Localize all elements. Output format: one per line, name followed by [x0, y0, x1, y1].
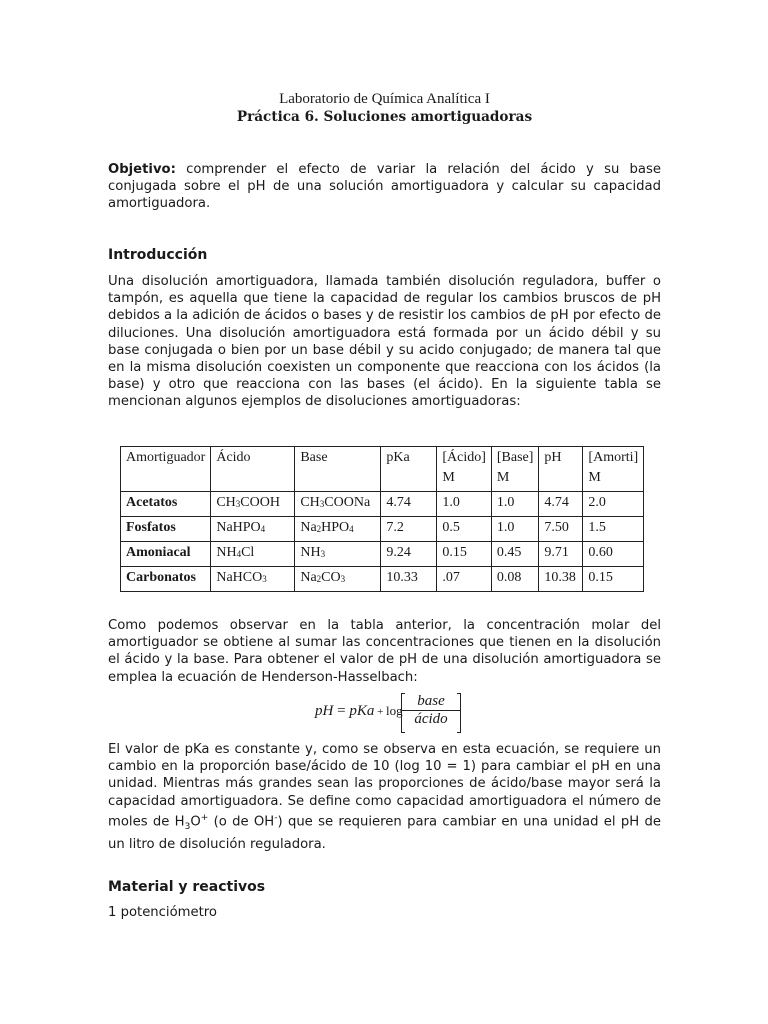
table-header-cell: [Ácido] M: [437, 447, 492, 492]
table-cell: 0.15: [437, 542, 492, 567]
table-row: [121, 567, 644, 592]
table-cell: NaHCO3: [211, 567, 295, 592]
table-cell: Na2CO3: [295, 567, 381, 592]
practice-title: Práctica 6. Soluciones amortiguadoras: [236, 109, 533, 125]
table-cell: 9.71: [539, 542, 583, 567]
table-cell: NH3: [295, 542, 381, 567]
table-cell: Acetatos: [121, 492, 211, 517]
table-header-cell: Base: [295, 447, 381, 492]
table-cell: 1.0: [491, 517, 539, 542]
objective-paragraph: [108, 161, 661, 213]
table-cell: 7.50: [539, 517, 583, 542]
table-cell: NH4Cl: [211, 542, 295, 567]
equation-denominator: ácido: [414, 711, 448, 727]
materials-item: 1 potenciómetro: [108, 905, 217, 920]
table-cell: Na2HPO4: [295, 517, 381, 542]
table-cell: 7.2: [381, 517, 437, 542]
table-cell: 4.74: [539, 492, 583, 517]
table-cell: Carbonatos: [121, 567, 211, 592]
table-header-cell: pH: [539, 447, 583, 492]
table-cell: 0.45: [491, 542, 539, 567]
table-cell: 0.15: [583, 567, 644, 592]
table-cell: Amoniacal: [121, 542, 211, 567]
table-cell: 0.60: [583, 542, 644, 567]
equation-numerator: base: [401, 693, 461, 711]
table-cell: CH3COOH: [211, 492, 295, 517]
capacity-paragraph: El valor de pKa es constante y, como se observa en esta ecuación, se requiere un cambio en la proporción base/ácido de 10 (log 10 = 1) para cambiar el pH en una unidad. Mientras más grandes sean las proporciones de ácido/base mayor será la capacidad amortiguadora. Se define como capacidad amortiguadora el número de moles de $H_3O^+$ (o de OH-) que se requieren para cambiar en una unidad el pH de un litro de disolución reguladora.: [108, 742, 661, 853]
table-cell: 10.38: [539, 567, 583, 592]
table-row: [121, 492, 644, 517]
buffer-table: [120, 446, 644, 592]
table-cell: 0.5: [437, 517, 492, 542]
table-header-cell: pKa: [381, 447, 437, 492]
table-cell: CH3COONa: [295, 492, 381, 517]
table-cell: 1.5: [583, 517, 644, 542]
table-cell: 4.74: [381, 492, 437, 517]
table-cell: 9.24: [381, 542, 437, 567]
table-cell: 1.0: [437, 492, 492, 517]
table-cell: 10.33: [381, 567, 437, 592]
table-explanation-paragraph: Como podemos observar en la tabla anterior, la concentración molar del amortiguador se obtiene al sumar las concentraciones que tienen en la disolución el ácido y la base. Para obtener el valor de pH de una disolución amortiguadora se emplea la ecuación de Henderson-Hasselbach:: [108, 618, 661, 685]
table-header-cell: [Base] M: [491, 447, 539, 492]
introduction-paragraph: Una disolución amortiguadora, llamada también disolución reguladora, buffer o tampón, es aquella que tiene la capacidad de regular los cambios bruscos de pH debidos a la adición de ácidos o bases y de resistir los cambios de pH por efecto de diluciones. Una disolución amortiguadora está formada por un ácido débil y su base conjugada o bien por un base débil y su acido conjugado; de manera tal que en la misma disolución coexisten un componente que reacciona con los ácidos (la base) y otro que reacciona con las bases (el ácido). En la siguiente tabla se mencionan algunos ejemplos de disoluciones amortiguadoras:: [108, 274, 661, 410]
introduction-heading: Introducción: [108, 247, 208, 263]
course-title: Laboratorio de Química Analítica I: [279, 91, 490, 107]
table-cell: Fosfatos: [121, 517, 211, 542]
table-header-row: [121, 447, 644, 492]
table-header-cell: Amortiguador: [121, 447, 211, 492]
table-header-cell: [Amorti] M: [583, 447, 644, 492]
table-cell: NaHPO4: [211, 517, 295, 542]
table-cell: 2.0: [583, 492, 644, 517]
objective-label: Objetivo:: [108, 162, 176, 177]
materials-heading: Material y reactivos: [108, 879, 266, 895]
table-cell: .07: [437, 567, 492, 592]
table-row: [121, 517, 644, 542]
table-cell: 1.0: [491, 492, 539, 517]
table-header-cell: Ácido: [211, 447, 295, 492]
table-row: [121, 542, 644, 567]
objective-text: comprender el efecto de variar la relación del ácido y su base conjugada sobre el pH de una solución amortiguadora y calcular su capacidad amortiguadora.: [108, 162, 661, 212]
equation-fraction: [401, 693, 461, 728]
table-cell: 0.08: [491, 567, 539, 592]
